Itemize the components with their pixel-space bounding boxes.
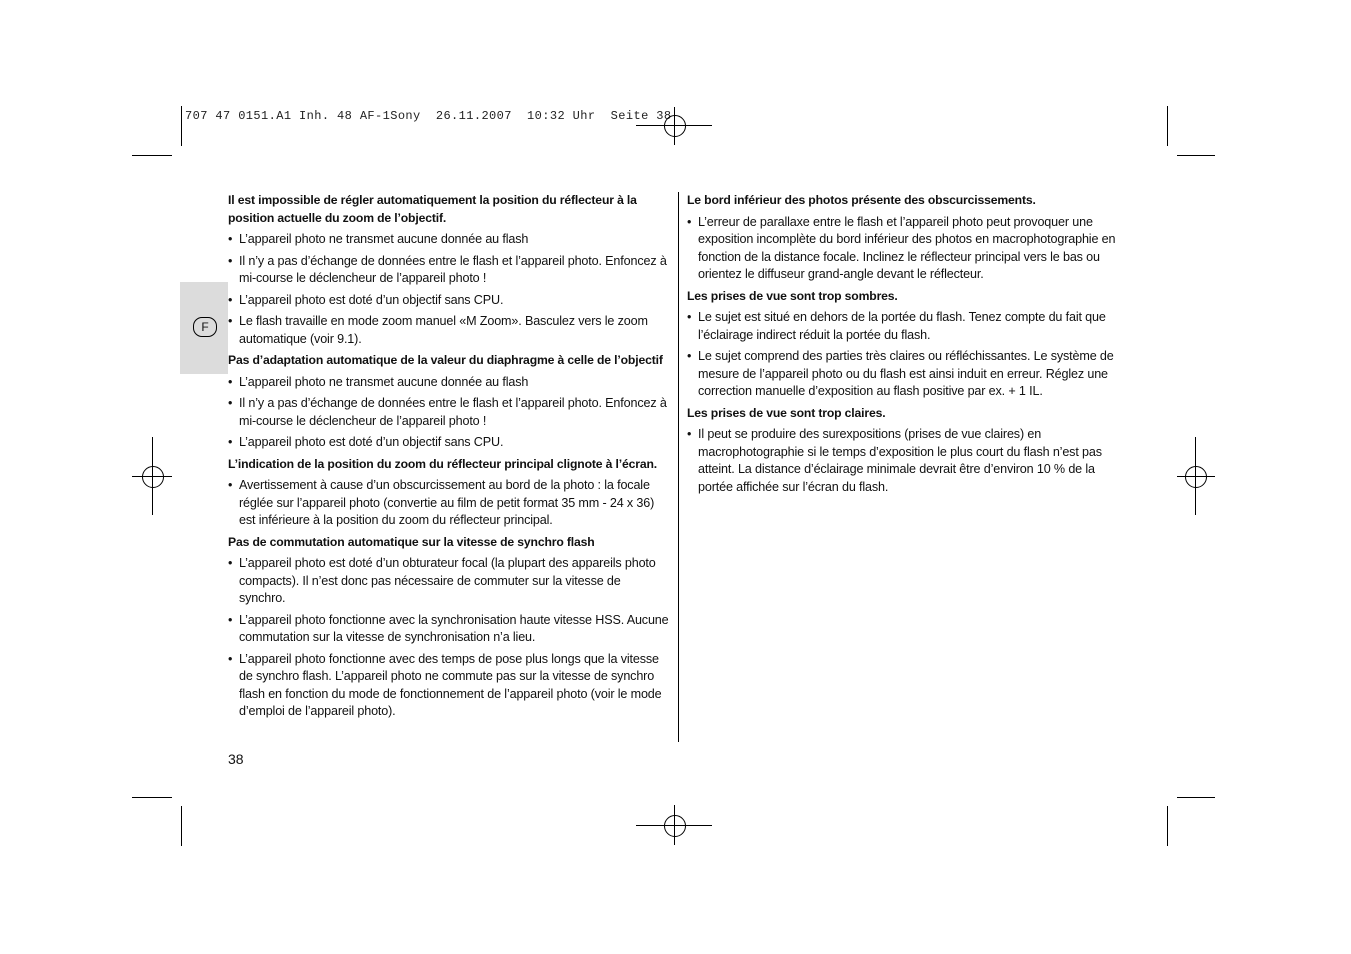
troubleshooting-section xyxy=(228,192,670,348)
registration-mark-circle xyxy=(664,815,686,837)
troubleshooting-section xyxy=(228,534,670,721)
section-heading: Les prises de vue sont trop claires. xyxy=(687,405,886,420)
column-divider xyxy=(678,192,679,742)
list-item: • L’appareil photo est doté d’un obturateur focal (la plupart des appareils photo compacts). Il n’est donc pas nécessaire de commuter sur la vitesse de synchro. xyxy=(228,555,670,608)
list-item: • Il n’y a pas d’échange de données entre le flash et l’appareil photo. Enfoncez à mi-course le déclencheur de l’appareil photo ! xyxy=(228,395,670,430)
list-item: • L’appareil photo ne transmet aucune donnée au flash xyxy=(228,231,670,249)
right-column xyxy=(687,192,1127,500)
crop-mark xyxy=(1167,806,1168,846)
crop-mark xyxy=(181,106,182,146)
bullet-list xyxy=(687,214,1127,284)
bullet-list xyxy=(228,477,670,530)
troubleshooting-section xyxy=(687,405,1127,497)
section-heading: L’indication de la position du zoom du réflecteur principal clignote à l’écran. xyxy=(228,456,657,471)
list-item: • L’appareil photo fonctionne avec des temps de pose plus longs que la vitesse de synchro flash. L’appareil photo ne commute pas sur la vitesse de synchro flash en fonction du mode de fonctionnement de l’appareil photo (voir le mode d’emploi de l’appareil photo). xyxy=(228,651,670,721)
bullet-list xyxy=(228,231,670,348)
language-tab xyxy=(180,282,228,374)
bullet-list xyxy=(687,309,1127,401)
crop-mark xyxy=(1167,106,1168,146)
bullet-list xyxy=(687,426,1127,496)
section-heading: Pas de commutation automatique sur la vitesse de synchro flash xyxy=(228,534,595,549)
list-item: • L’appareil photo fonctionne avec la synchronisation haute vitesse HSS. Aucune commutation sur la vitesse de synchronisation n’a lieu. xyxy=(228,612,670,647)
section-heading: Pas d’adaptation automatique de la valeur du diaphragme à celle de l’objectif xyxy=(228,353,663,367)
page-number: 38 xyxy=(228,751,244,767)
crop-mark xyxy=(1177,797,1215,798)
registration-mark-circle xyxy=(664,115,686,137)
list-item: • L’appareil photo ne transmet aucune donnée au flash xyxy=(228,374,670,392)
list-item: • Il peut se produire des surexpositions (prises de vue claires) en macrophotographie si le temps d’exposition le plus court du flash n’est pas atteint. La distance d’éclairage minimale devrait être d’environ 10 % de la portée affichée sur l’écran du flash. xyxy=(687,426,1127,496)
print-slug-line: 707 47 0151.A1 Inh. 48 AF-1Sony 26.11.2007 10:32 Uhr Seite 38 xyxy=(185,109,672,123)
list-item: • Le flash travaille en mode zoom manuel «M Zoom». Basculez vers le zoom automatique (voir 9.1). xyxy=(228,313,670,348)
troubleshooting-section xyxy=(228,352,670,452)
crop-mark xyxy=(181,806,182,846)
section-heading: Les prises de vue sont trop sombres. xyxy=(687,288,898,303)
crop-mark xyxy=(1177,155,1215,156)
section-heading: Le bord inférieur des photos présente des obscurcissements. xyxy=(687,193,1036,207)
troubleshooting-section xyxy=(687,288,1127,401)
troubleshooting-section xyxy=(687,192,1127,284)
left-column xyxy=(228,192,670,725)
list-item: • Le sujet comprend des parties très claires ou réfléchissantes. Le système de mesure de l’appareil photo ou du flash est ainsi induit en erreur. Réglez une correction manuelle d’exposition au flash positive par ex. + 1 IL. xyxy=(687,348,1127,401)
troubleshooting-section xyxy=(228,456,670,530)
list-item: • Il n’y a pas d’échange de données entre le flash et l’appareil photo. Enfoncez à mi-course le déclencheur de l’appareil photo ! xyxy=(228,253,670,288)
list-item: • L’appareil photo est doté d’un objectif sans CPU. xyxy=(228,292,670,310)
list-item: • L’erreur de parallaxe entre le flash et l’appareil photo peut provoquer une exposition incomplète du bord inférieur des photos en macrophotographie en fonction de la distance focale. Inclinez le réflecteur principal vers le bas ou orientez le diffuseur grand-angle devant le réflecteur. xyxy=(687,214,1127,284)
registration-mark-circle xyxy=(142,466,164,488)
list-item: • L’appareil photo est doté d’un objectif sans CPU. xyxy=(228,434,670,452)
list-item: • Avertissement à cause d’un obscurcissement au bord de la photo : la focale réglée sur l’appareil photo (convertie au film de petit format 35 mm - 24 x 36) est inférieure à la position du zoom du réflecteur principal. xyxy=(228,477,670,530)
list-item: • Le sujet est situé en dehors de la portée du flash. Tenez compte du fait que l’éclairage indirect réduit la portée du flash. xyxy=(687,309,1127,344)
registration-mark-circle xyxy=(1185,466,1207,488)
bullet-list xyxy=(228,374,670,452)
crop-mark xyxy=(132,155,172,156)
crop-mark xyxy=(132,797,172,798)
language-badge: F xyxy=(193,317,217,337)
bullet-list xyxy=(228,555,670,721)
section-heading: Il est impossible de régler automatiquement la position du réflecteur à la position actuelle du zoom de l’objectif. xyxy=(228,193,637,225)
